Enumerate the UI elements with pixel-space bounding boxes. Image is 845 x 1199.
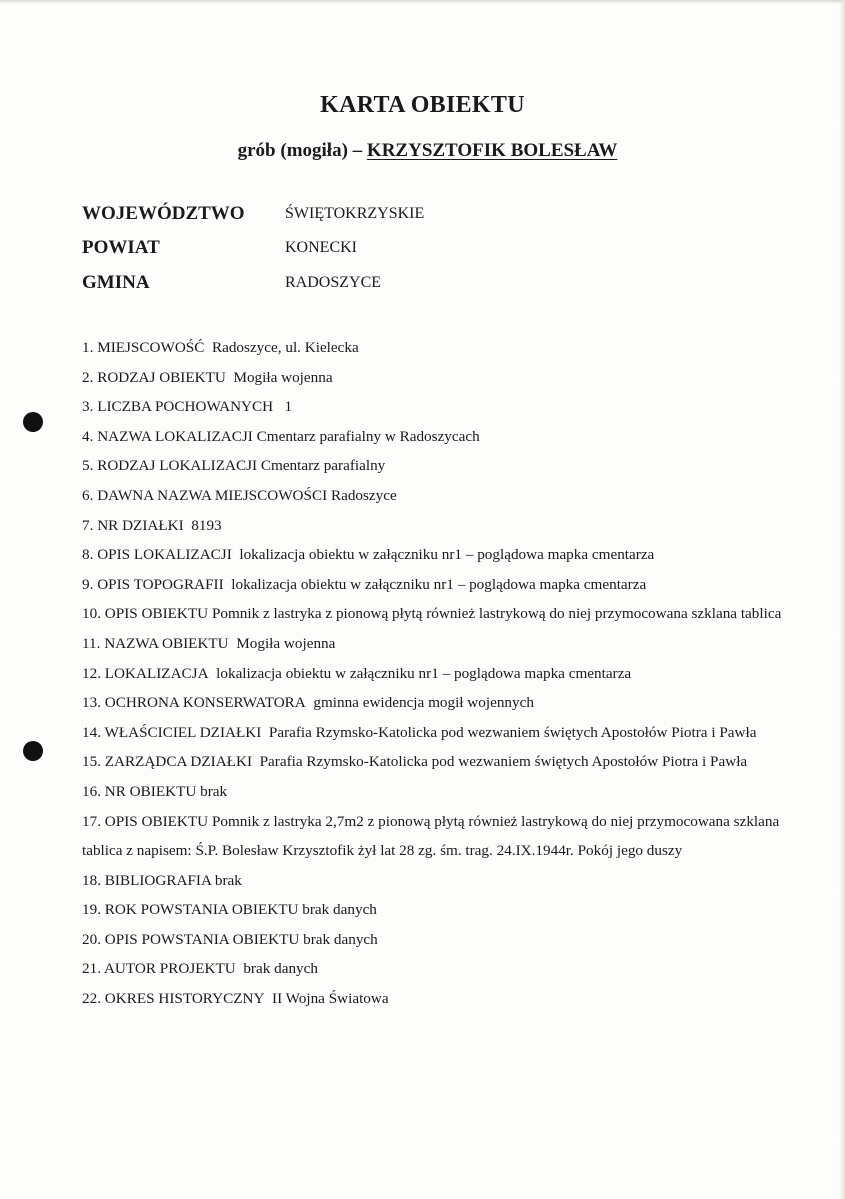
- item-key: 4. NAZWA LOKALIZACJI: [82, 427, 253, 445]
- item-key: 12. LOKALIZACJA: [82, 664, 209, 682]
- item-value: II Wojna Światowa: [272, 990, 389, 1008]
- item-value: lokalizacja obiektu w załączniku nr1 – poglądowa mapka cmentarza: [239, 546, 655, 564]
- item-value: brak danych: [303, 930, 378, 948]
- subtitle-prefix: grób (mogiła) –: [237, 140, 367, 161]
- item-value: brak danych: [302, 901, 377, 919]
- list-item: [82, 688, 782, 718]
- item-key: 8. OPIS LOKALIZACJI: [82, 546, 232, 564]
- punch-hole-lower: [23, 741, 43, 761]
- item-key: 17. OPIS OBIEKTU: [82, 812, 209, 830]
- list-item: [82, 807, 782, 866]
- item-value: gminna ewidencja mogił wojennych: [313, 694, 534, 712]
- item-key: 10. OPIS OBIEKTU: [82, 605, 209, 623]
- item-value: lokalizacja obiektu w załączniku nr1 – poglądowa mapka cmentarza: [231, 575, 647, 593]
- list-item: [82, 570, 782, 600]
- item-key: 5. RODZAJ LOKALIZACJI: [82, 457, 258, 475]
- item-value: Mogiła wojenna: [236, 634, 336, 652]
- item-value: Cmentarz parafialny: [260, 457, 386, 475]
- item-value: brak: [214, 871, 242, 889]
- item-value: lokalizacja obiektu w załączniku nr1 – poglądowa mapka cmentarza: [216, 664, 632, 682]
- list-item: [82, 333, 782, 363]
- list-item: [82, 511, 782, 541]
- item-value: Pomnik z lastryka 2,7m2 z pionową płytą również lastrykową do niej przymocowana szklana tablica z napisem: Ś.P. Bolesław Krzysztofik żył lat 28 zg. śm. trag. 24.IX.1944r. Pokój jego duszy: [82, 812, 780, 860]
- list-item: [82, 659, 782, 689]
- list-item: [82, 540, 782, 570]
- item-value: brak danych: [243, 960, 318, 978]
- scan-edge-top: [0, 0, 845, 4]
- item-value: 1: [284, 398, 293, 416]
- list-item: [82, 777, 782, 807]
- list-item: [82, 747, 782, 777]
- item-value: Radoszyce, ul. Kielecka: [211, 339, 359, 356]
- list-item: [82, 866, 782, 896]
- item-key: 14. WŁAŚCICIEL DZIAŁKI: [82, 723, 262, 741]
- list-item: [82, 984, 782, 1014]
- document-subtitle: [0, 140, 845, 162]
- item-key: 19. ROK POWSTANIA OBIEKTU: [82, 901, 299, 919]
- item-value: Cmentarz parafialny w Radoszycach: [256, 427, 480, 445]
- list-item: [82, 392, 782, 422]
- item-value: Mogiła wojenna: [233, 368, 333, 386]
- admin-label: WOJEWÓDZTWO: [82, 203, 245, 224]
- item-key: 11. NAZWA OBIEKTU: [82, 634, 229, 652]
- list-item: [82, 629, 782, 659]
- document-title: KARTA OBIEKTU: [320, 92, 525, 118]
- item-key: 7. NR DZIAŁKI: [82, 516, 184, 534]
- admin-value: RADOSZYCE: [285, 274, 382, 291]
- item-key: 22. OKRES HISTORYCZNY: [82, 990, 265, 1008]
- admin-label: POWIAT: [82, 237, 160, 258]
- list-item: [82, 422, 782, 452]
- item-key: 6. DAWNA NAZWA MIEJSCOWOŚCI: [82, 486, 328, 504]
- list-item: [82, 481, 782, 511]
- item-value: Pomnik z lastryka z pionową płytą również lastrykową do niej przymocowana szklana tablica: [211, 605, 782, 623]
- item-value: Parafia Rzymsko-Katolicka pod wezwaniem świętych Apostołów Piotra i Pawła: [259, 753, 748, 771]
- item-key: 13. OCHRONA KONSERWATORA: [82, 694, 306, 712]
- list-item: [82, 925, 782, 955]
- list-item: [82, 895, 782, 925]
- item-value: brak: [200, 782, 228, 800]
- admin-value: ŚWIĘTOKRZYSKIE: [285, 205, 425, 222]
- punch-hole-upper: [23, 412, 43, 432]
- list-item: [82, 599, 782, 629]
- item-key: 16. NR OBIEKTU: [82, 782, 197, 800]
- list-item: [82, 954, 782, 984]
- item-key: 9. OPIS TOPOGRAFII: [82, 575, 224, 593]
- list-item: [82, 451, 782, 481]
- item-key: 15. ZARZĄDCA DZIAŁKI: [82, 753, 252, 771]
- list-item: [82, 363, 782, 393]
- item-value: Radoszyce: [330, 486, 397, 504]
- object-details-list: [82, 333, 782, 1014]
- list-item: [82, 718, 782, 748]
- subtitle-person-name: KRZYSZTOFIK BOLESŁAW: [366, 140, 618, 161]
- scan-edge-right: [839, 0, 845, 1199]
- item-value: 8193: [191, 516, 222, 534]
- item-key: 18. BIBLIOGRAFIA: [82, 871, 212, 889]
- item-key: 2. RODZAJ OBIEKTU: [82, 368, 226, 386]
- admin-label: GMINA: [82, 272, 150, 293]
- item-key: 3. LICZBA POCHOWANYCH: [82, 398, 274, 416]
- item-key: 21. AUTOR PROJEKTU: [82, 960, 236, 978]
- item-key: 20. OPIS POWSTANIA OBIEKTU: [82, 930, 300, 948]
- admin-value: KONECKI: [285, 239, 357, 256]
- item-key: 1. MIEJSCOWOŚĆ: [82, 339, 205, 356]
- item-value: Parafia Rzymsko-Katolicka pod wezwaniem świętych Apostołów Piotra i Pawła: [268, 723, 757, 741]
